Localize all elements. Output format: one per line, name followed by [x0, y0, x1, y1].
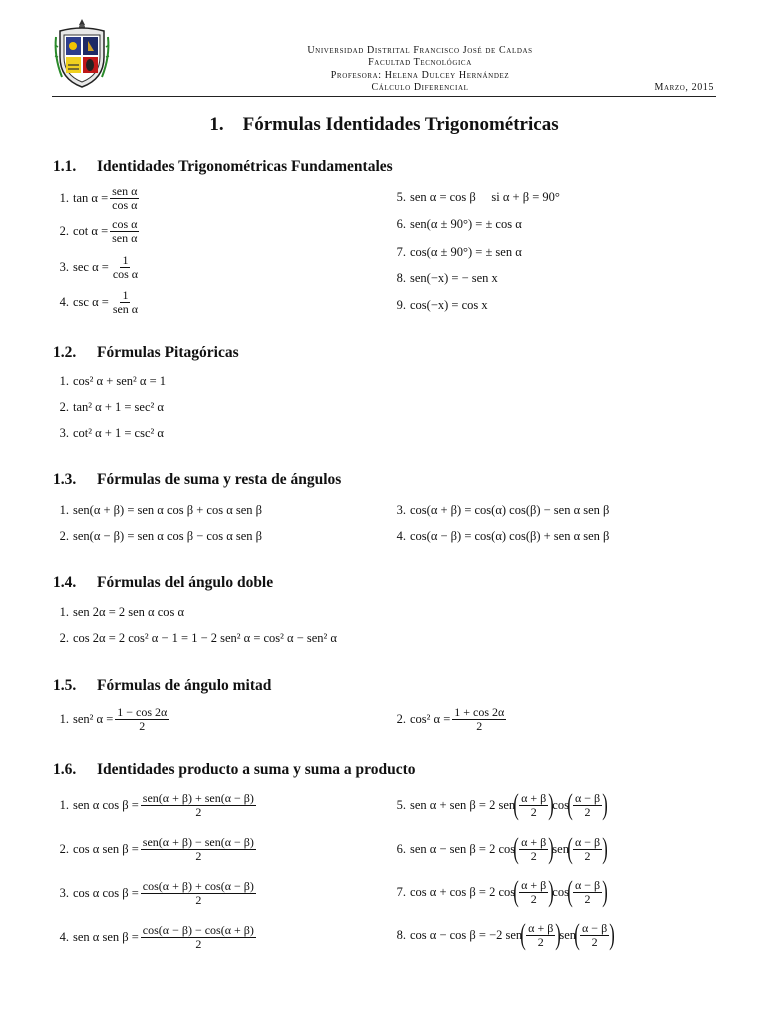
header-course: Cálculo Diferencial — [371, 82, 469, 93]
formula-item: 1. cos² α + sen² α = 1 — [59, 374, 167, 388]
formula-item: 8. sen(−x) = − sen x — [396, 271, 498, 285]
section-heading-1-2: 1.2. Fórmulas Pitagóricas — [53, 344, 239, 361]
header-rule — [52, 96, 716, 97]
formula-item: 5. sen α = cos β si α + β = 90° — [396, 190, 560, 204]
formula-item: 9. cos(−x) = cos x — [396, 298, 488, 312]
formula-item: 1. tan α = $\frac{\text{sen α}}{\text{cos α}}$ — [59, 184, 138, 212]
formula-item: 6. sen(α ± 90°) = ± cos α — [396, 217, 522, 231]
formula-item: 2. cot α = $\frac{\text{cos α}}{\text{sen α}}$ — [59, 217, 138, 245]
formula-item: 2. cos 2α = 2 cos² α − 1 = 1 − 2 sen² α = cos² α − sen² α — [59, 631, 337, 645]
formula-item: 3. cos(α + β) = cos(α) cos(β) − sen α sen β — [396, 503, 610, 517]
formula-item: 7. cos(α ± 90°) = ± sen α — [396, 245, 522, 259]
formula-item: 1. sen² α = $\frac{1 - \cos 2\alpha}{2}$ — [59, 705, 168, 733]
section-heading-1-5: 1.5. Fórmulas de ángulo mitad — [53, 677, 272, 694]
formula-item: 4. cos(α − β) = cos(α) cos(β) + sen α sen β — [396, 529, 610, 543]
formula-item: 4. sen α sen β = $\frac{\cos(\alpha - \beta) - \cos(\alpha + \beta)}{2}$ — [59, 923, 254, 951]
formula-item: 6. sen α − sen β = 2 cos ( $\frac{\alpha + \beta}{2}$ ) sen ( $\frac{\alpha - \beta}{2}$ ) — [396, 832, 608, 865]
title-text: Fórmulas Identidades Trigonométricas — [242, 114, 559, 135]
section-heading-1-3: 1.3. Fórmulas de suma y resta de ángulos — [53, 471, 342, 488]
header-university: Universidad Distrital Francisco José de Caldas — [307, 45, 533, 56]
formula-item: 3. cot² α + 1 = csc² α — [59, 426, 164, 440]
header-professor: Profesora: Helena Dulcey Hernández — [330, 70, 510, 81]
formula-item: 2. sen(α − β) = sen α cos β − cos α sen β — [59, 529, 263, 543]
formula-item: 3. sec α = $\frac{1}{\text{cos α}}$ — [59, 253, 139, 281]
formula-item: 4. csc α = $\frac{1}{\text{sen α}}$ — [59, 288, 139, 316]
formula-item: 2. cos α sen β = $\frac{\text{sen(α + β) − sen(α − β)}}{2}$ — [59, 835, 254, 863]
header-faculty: Facultad Tecnológica — [368, 57, 472, 68]
section-heading-1-4: 1.4. Fórmulas del ángulo doble — [53, 574, 274, 591]
title-number: 1. — [209, 114, 224, 135]
formula-item: 1. sen 2α = 2 sen α cos α — [59, 605, 185, 619]
formula-item: 8. cos α − cos β = −2 sen ( $\frac{\alpha + \beta}{2}$ ) sen ( $\frac{\alpha - \beta}{2}$ ) — [396, 918, 615, 951]
university-seal-logo — [52, 17, 112, 89]
header-date: Marzo, 2015 — [654, 82, 714, 93]
formula-item: 1. sen α cos β = $\frac{\text{sen(α + β) + sen(α − β)}}{2}$ — [59, 791, 254, 819]
formula-item: 1. sen(α + β) = sen α cos β + cos α sen β — [59, 503, 263, 517]
page-title — [0, 114, 768, 136]
formula-item: 3. cos α cos β = $\frac{\cos(\alpha + \beta) + \cos(\alpha - \beta)}{2}$ — [59, 879, 254, 907]
formula-item: 2. tan² α + 1 = sec² α — [59, 400, 164, 414]
formula-item: 2. cos² α = $\frac{1 + \cos 2\alpha}{2}$ — [396, 705, 505, 733]
formula-item: 5. sen α + sen β = 2 sen ( $\frac{\alpha + \beta}{2}$ ) cos ( $\frac{\alpha - \beta}{2}$ ) — [396, 788, 608, 821]
section-heading-1-6: 1.6. Identidades producto a suma y suma a producto — [53, 761, 416, 778]
section-heading-1-1: 1.1. Identidades Trigonométricas Fundamentales — [53, 158, 393, 175]
formula-item: 7. cos α + cos β = 2 cos ( $\frac{\alpha + \beta}{2}$ ) cos ( $\frac{\alpha - \beta}{2}$ ) — [396, 875, 608, 908]
